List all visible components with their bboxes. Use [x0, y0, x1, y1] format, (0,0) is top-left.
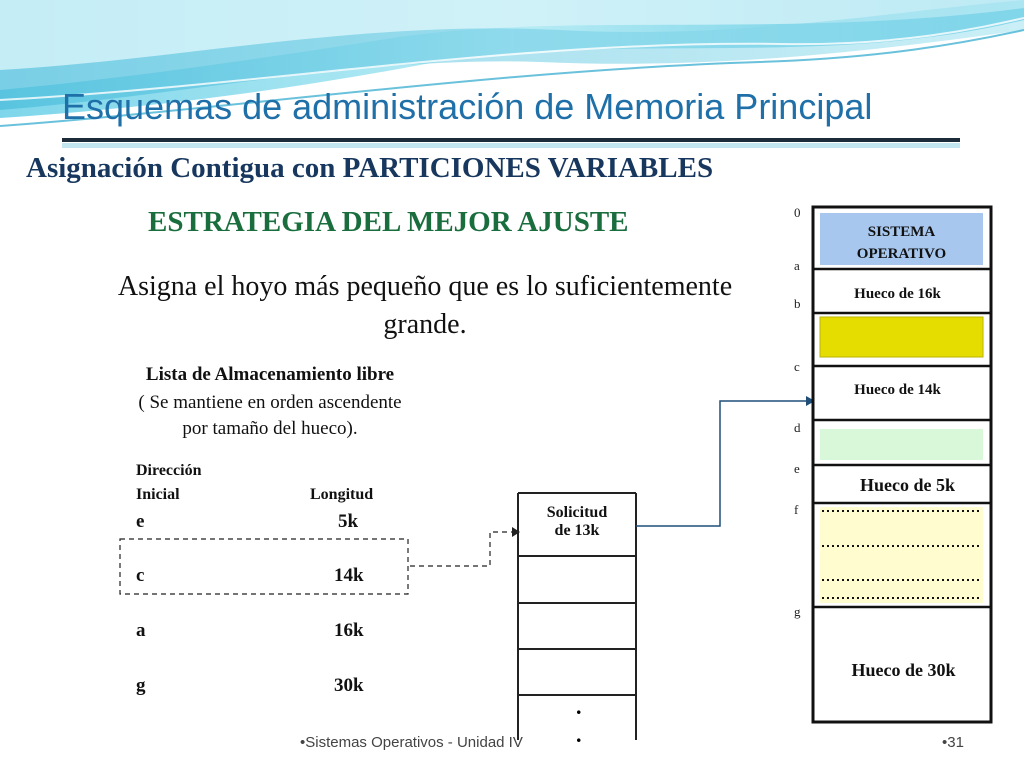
- mem-address-e: e: [794, 461, 800, 476]
- os-label-line2: OPERATIVO: [856, 246, 947, 262]
- free-list-row-1-length: 5k: [338, 511, 359, 532]
- free-list-row-2-length: 14k: [334, 565, 364, 586]
- queue-continuation-dot: .: [576, 694, 582, 719]
- dashed-arrow: [410, 532, 512, 566]
- strategy-description: Asigna el hoyo más pequeño que es lo suficientemente grande.: [117, 271, 733, 340]
- free-list-row-1-address: e: [136, 511, 145, 532]
- free-list-row-2-address: c: [136, 565, 145, 586]
- free-list-row-4-address: g: [136, 675, 146, 696]
- selected-row-highlight: [120, 539, 408, 594]
- mem-address-d: d: [794, 420, 801, 435]
- free-list-row-3-address: a: [136, 620, 146, 641]
- free-list-note-line2: por tamaño del hueco).: [182, 418, 358, 439]
- hole-30k-label: Hueco de 30k: [851, 660, 956, 680]
- free-list-note-line1: ( Se mantiene en orden ascendente: [138, 392, 402, 413]
- used-block-green: [820, 429, 983, 460]
- os-label: [820, 221, 983, 265]
- mem-address-c: c: [794, 359, 800, 374]
- request-label: [518, 504, 636, 540]
- free-list-title: Lista de Almacenamiento libre: [145, 364, 395, 385]
- free-list-row-3-length: 16k: [334, 620, 364, 641]
- mem-address-f: f: [794, 502, 799, 517]
- request-label-line1: Solicitud: [546, 504, 608, 521]
- hole-14k-label: Hueco de 14k: [854, 382, 941, 398]
- used-block-dotted: [820, 507, 983, 603]
- os-label-line1: SISTEMA: [867, 224, 936, 240]
- allocation-arrow: [636, 401, 806, 526]
- header-length: Longitud: [310, 486, 374, 503]
- free-list-row-4-length: 30k: [334, 675, 364, 696]
- request-label-line2: de 13k: [554, 522, 600, 539]
- footer-course: •Sistemas Operativos - Unidad IV: [300, 734, 523, 751]
- hole-5k-label: Hueco de 5k: [859, 475, 955, 495]
- header-address-line2: Inicial: [136, 486, 180, 503]
- slide-title: Esquemas de administración de Memoria Principal: [62, 86, 873, 127]
- queue-continuation-dot-2: .: [576, 722, 582, 747]
- mem-address-b: b: [794, 296, 801, 311]
- strategy-heading: ESTRATEGIA DEL MEJOR AJUSTE: [148, 206, 629, 238]
- mem-address-a: a: [794, 258, 800, 273]
- header-address-line1: Dirección: [136, 462, 202, 479]
- hole-16k-label: Hueco de 16k: [854, 286, 941, 302]
- footer-page-number: •31: [942, 734, 964, 751]
- used-block-yellow: [820, 317, 983, 357]
- mem-address-g: g: [794, 604, 801, 619]
- mem-address-0: 0: [794, 205, 801, 220]
- slide-subtitle: Asignación Contigua con PARTICIONES VARIABLES: [26, 152, 714, 184]
